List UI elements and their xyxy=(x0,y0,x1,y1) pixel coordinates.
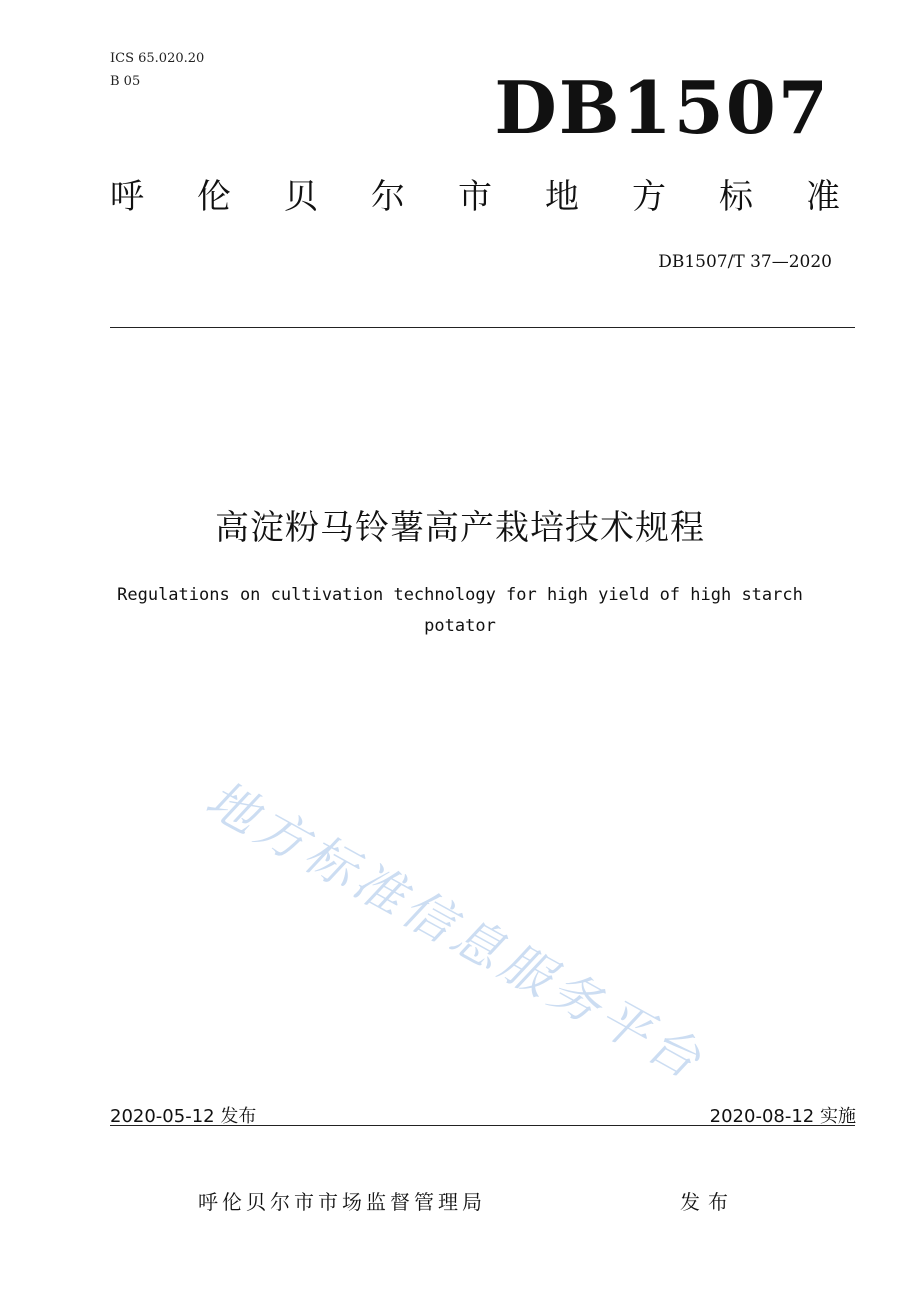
issuing-authority: 呼伦贝尔市市场监督管理局 xyxy=(198,1190,486,1214)
standard-type-char: 市 xyxy=(458,177,492,217)
ccs-code: B 05 xyxy=(110,74,141,89)
standard-type-char: 尔 xyxy=(371,177,405,217)
classification-codes xyxy=(110,47,204,93)
standard-type-char: 地 xyxy=(545,177,579,217)
title-english: Regulations on cultivation technology for high yield of high starch potator xyxy=(117,585,803,636)
issue-date: 2020-05-12 发布 xyxy=(110,1106,257,1127)
standard-prefix: DB1507 xyxy=(494,65,830,150)
standard-number: DB1507/T 37—2020 xyxy=(658,252,832,272)
ics-code: ICS 65.020.20 xyxy=(110,51,205,66)
standard-type-char: 伦 xyxy=(197,177,231,217)
standard-type-char: 准 xyxy=(806,177,840,217)
issue-label: 发布 xyxy=(680,1190,736,1214)
watermark-text: 地方标准信息服务平台 xyxy=(196,769,715,1092)
standard-type-char: 贝 xyxy=(284,177,318,217)
header-divider xyxy=(110,327,855,328)
title-chinese: 高淀粉马铃薯高产栽培技术规程 xyxy=(215,508,705,548)
standard-type-char: 方 xyxy=(632,177,666,217)
footer-divider xyxy=(110,1125,855,1126)
standard-type-char: 呼 xyxy=(110,177,144,217)
implementation-date: 2020-08-12 实施 xyxy=(709,1106,856,1127)
standard-type xyxy=(110,177,840,217)
standard-type-char: 标 xyxy=(719,177,753,217)
